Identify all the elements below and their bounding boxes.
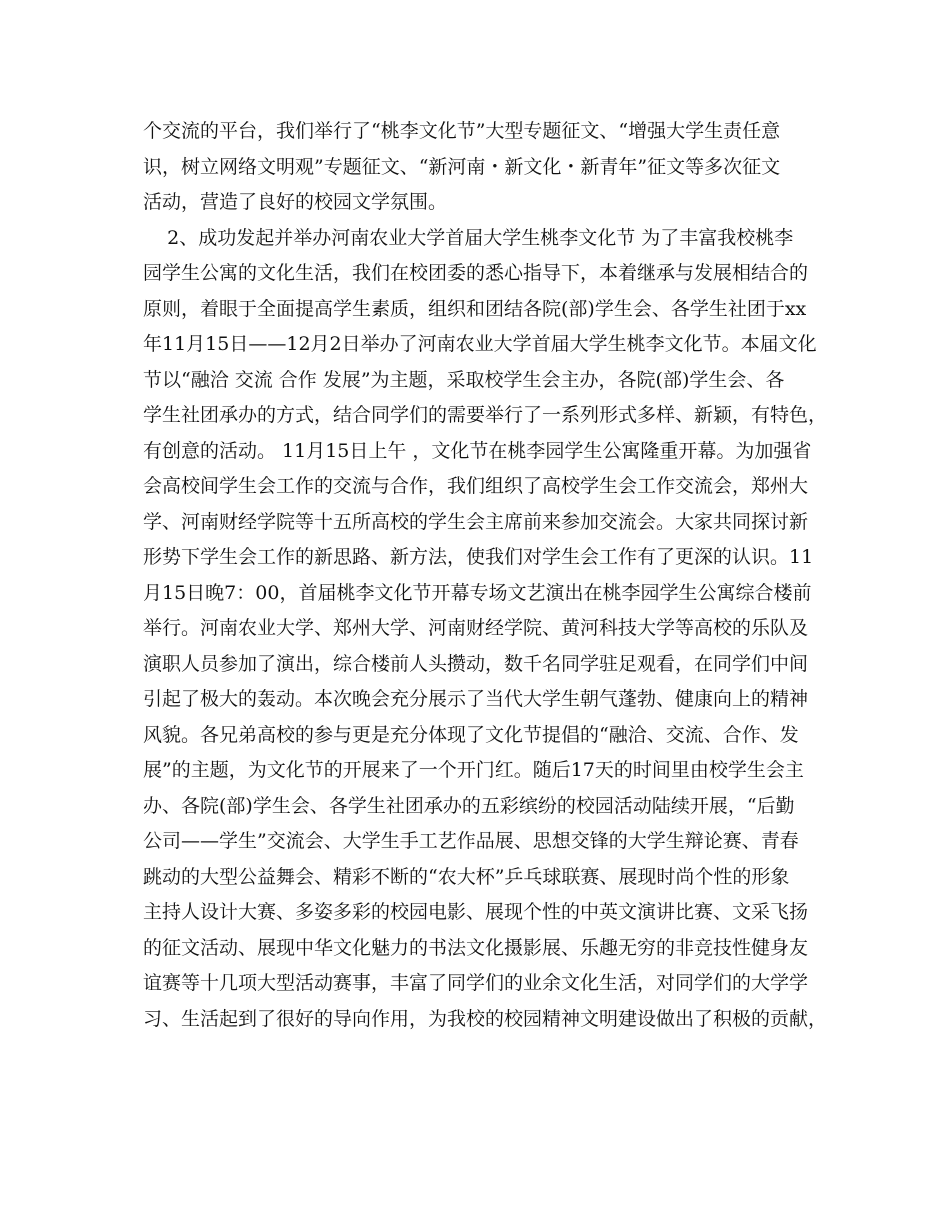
document-body bbox=[143, 114, 828, 1037]
text-line: 年11月15日——12月2日举办了河南农业大学首届大学生桃李文化节。本届文化 bbox=[143, 333, 817, 355]
text-line: 原则，着眼于全面提高学生素质，组织和团结各院(部)学生会、各学生社团于xx bbox=[143, 297, 807, 320]
text-line: 2、成功发起并举办河南农业大学首届大学生桃李文化节 为了丰富我校桃李 bbox=[143, 226, 794, 249]
text-line: 会高校间学生会工作的交流与合作，我们组织了高校学生会工作交流会，郑州大 bbox=[143, 475, 809, 497]
text-line: 主持人设计大赛、多姿多彩的校园电影、展现个性的中英文演讲比赛、文采飞扬 bbox=[143, 901, 809, 923]
text-line: 学生社团承办的方式，结合同学们的需要举行了一系列形式多样、新颖，有特色， bbox=[143, 404, 828, 426]
text-line: 谊赛等十几项大型活动赛事，丰富了同学们的业余文化生活，对同学们的大学学 bbox=[143, 972, 809, 994]
text-line: 风貌。各兄弟高校的参与更是充分体现了文化节提倡的“融洽、交流、合作、发 bbox=[143, 723, 799, 746]
text-line: 办、各院(部)学生会、各学生社团承办的五彩缤纷的校园活动陆续开展，“后勤 bbox=[143, 794, 795, 817]
text-line: 形势下学生会工作的新思路、新方法，使我们对学生会工作有了更深的认识。11 bbox=[143, 546, 814, 568]
text-line: 学、河南财经学院等十五所高校的学生会主席前来参加交流会。大家共同探讨新 bbox=[143, 510, 809, 533]
text-line: 演职人员参加了演出，综合楼前人头攒动，数千名同学驻足观看，在同学们中间 bbox=[143, 652, 809, 675]
text-line: 公司——学生”交流会、大学生手工艺作品展、思想交锋的大学生辩论赛、青春 bbox=[143, 830, 799, 852]
text-line: 展”的主题，为文化节的开展来了一个开门红。随后17天的时间里由校学生会主 bbox=[143, 759, 804, 781]
text-line: 个交流的平台，我们举行了“桃李文化节”大型专题征文、“增强大学生责任意 bbox=[143, 120, 781, 142]
text-line: 习、生活起到了很好的导向作用，为我校的校园精神文明建设做出了积极的贡献， bbox=[143, 1007, 828, 1030]
text-line: 跳动的大型公益舞会、精彩不断的“农大杯”乒乓球联赛、展现时尚个性的形象 bbox=[143, 865, 790, 888]
text-line: 的征文活动、展现中华文化魅力的书法文化摄影展、乐趣无穷的非竞技性健身友 bbox=[143, 936, 809, 959]
text-line: 引起了极大的轰动。本次晚会充分展示了当代大学生朝气蓬勃、健康向上的精神 bbox=[143, 688, 809, 710]
text-line: 举行。河南农业大学、郑州大学、河南财经学院、黄河科技大学等高校的乐队及 bbox=[143, 617, 809, 639]
text-line: 活动，营造了良好的校园文学氛围。 bbox=[143, 191, 448, 213]
text-line: 月15日晚7：00，首届桃李文化节开幕专场文艺演出在桃李园学生公寓综合楼前 bbox=[143, 581, 812, 604]
text-line: 园学生公寓的文化生活，我们在校团委的悉心指导下，本着继承与发展相结合的 bbox=[143, 262, 809, 284]
text-line: 识，树立网络文明观”专题征文、“新河南・新文化・新青年”征文等多次征文 bbox=[143, 155, 781, 178]
text-line: 有创意的活动。 11月15日上午 ，文化节在桃李园学生公寓隆重开幕。为加强省 bbox=[143, 439, 812, 462]
text-line: 节以“融洽 交流 合作 发展”为主题，采取校学生会主办，各院(部)学生会、各 bbox=[143, 368, 785, 391]
